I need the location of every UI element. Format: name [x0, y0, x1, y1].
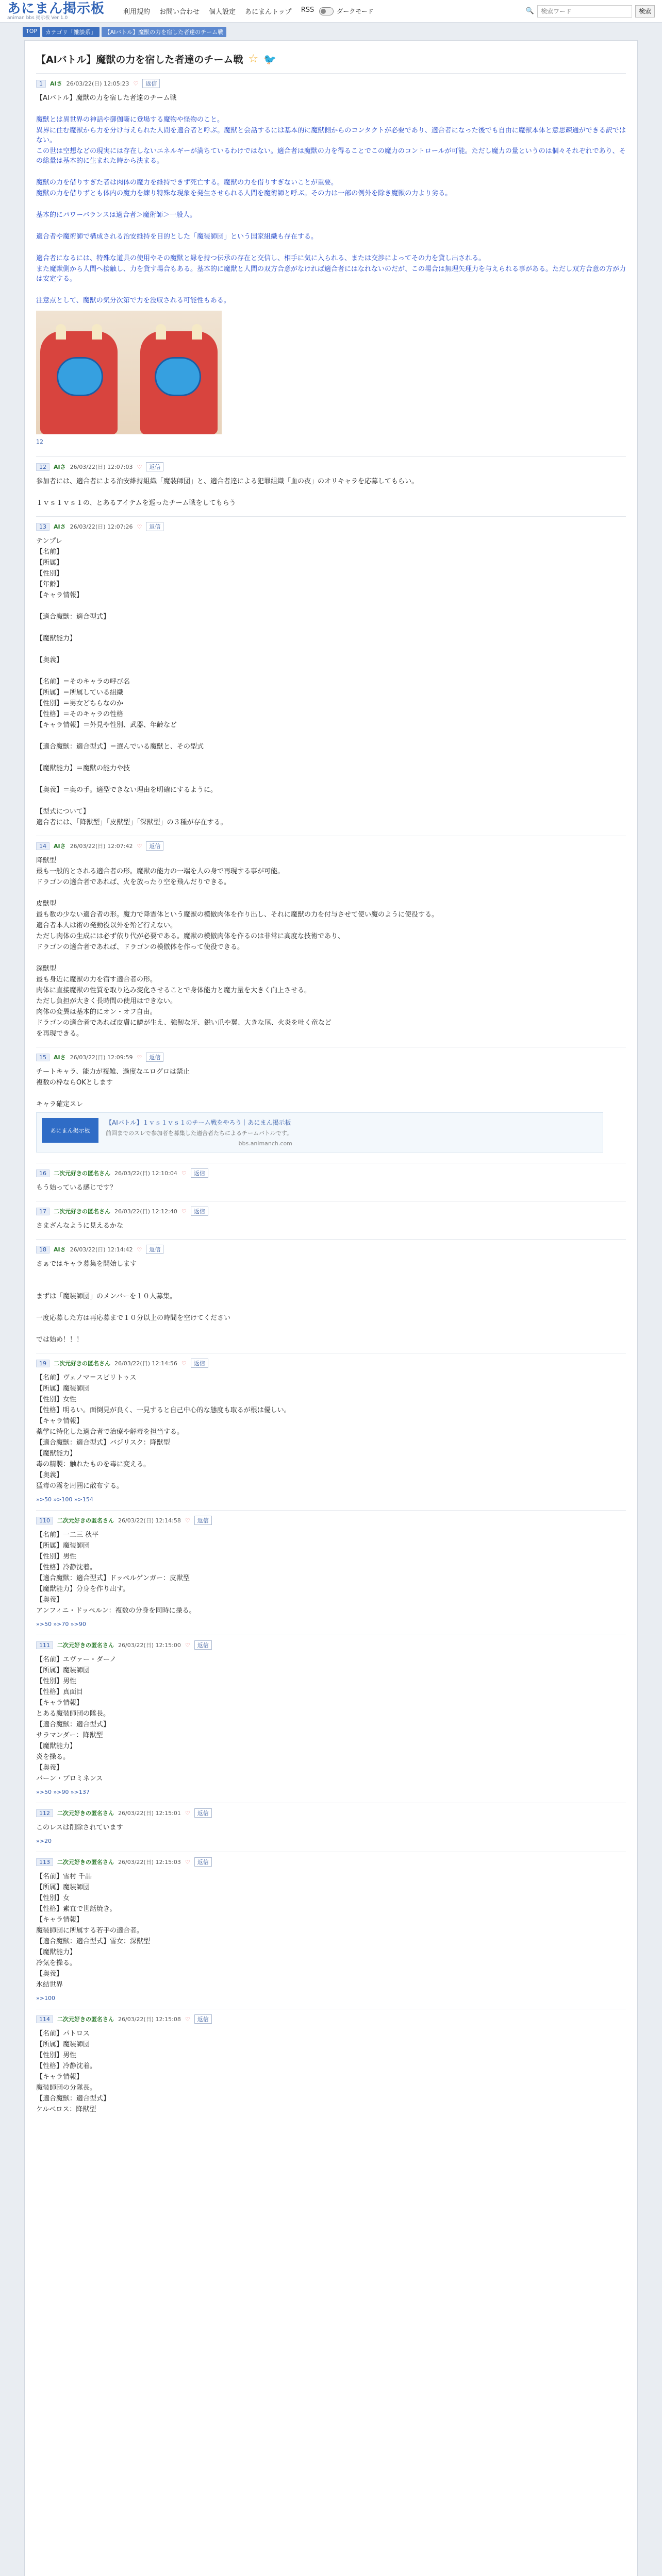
post-body	[36, 1221, 626, 1231]
post-line: 【性別】女	[36, 1894, 70, 1902]
post-line: 【性別】	[36, 570, 63, 578]
post-line: 【適合魔獣：適合型式】	[36, 2095, 110, 2103]
search-button[interactable]: 検索	[635, 5, 655, 18]
reply-links[interactable]: »>100	[36, 1995, 55, 2002]
post-date: 26/03/22(日) 12:07:26	[70, 523, 133, 530]
reply-button[interactable]: 返信	[191, 1168, 208, 1178]
post-line: 【奥義】	[36, 1970, 63, 1978]
poster-name: AIさ	[54, 843, 66, 850]
post-line: 【名前】ヴェノマ＝スピリトゥス	[36, 1374, 137, 1382]
post-line: 【所属】魔装師団	[36, 1542, 90, 1550]
breadcrumb-top[interactable]: TOP	[23, 27, 40, 37]
reply-button[interactable]: 返信	[146, 462, 163, 471]
main-nav	[123, 6, 314, 16]
post-date: 26/03/22(日) 12:15:00	[118, 1642, 181, 1649]
post-body	[36, 93, 626, 306]
thread-title	[36, 41, 626, 73]
reply-button[interactable]: 返信	[194, 2014, 212, 2024]
post-line	[36, 1302, 626, 1312]
search-area	[526, 5, 655, 18]
post-date: 26/03/22(日) 12:14:42	[70, 1246, 133, 1253]
post-number[interactable]: 110	[36, 1517, 53, 1524]
post-body	[36, 1259, 626, 1345]
nav-contact[interactable]: お問い合わせ	[159, 8, 200, 16]
post-line: 【魔獣能力】	[36, 1948, 77, 1956]
post-line: 皮獣型	[36, 900, 57, 908]
post-line: 適合者には、「降獣型」「皮獣型」「深獣型」の３種が存在する。	[36, 819, 227, 826]
post-line: 【魔獣能力】分身を作り出す。	[36, 1585, 129, 1593]
link-card-domain: bbs.animanch.com	[238, 1140, 292, 1147]
post-line: 【性格】素直で世話焼き。	[36, 1905, 117, 1913]
poster-name: AIさ	[54, 1054, 66, 1061]
post-header	[36, 1808, 626, 1818]
post-line: バーン・プロミネンス	[36, 1775, 103, 1783]
post-number[interactable]: 114	[36, 2015, 53, 2023]
post-line: 【奥義】	[36, 1596, 63, 1604]
post-line	[36, 1324, 626, 1334]
post-line	[36, 285, 626, 295]
search-icon: 🔍	[525, 7, 534, 15]
post-line: 注意点として、魔獣の気分次第で力を没収される可能性もある。	[36, 297, 230, 304]
post-number[interactable]: 18	[36, 1246, 49, 1253]
post-number[interactable]: 13	[36, 523, 49, 531]
post-line: ドラゴンの適合者であれば皮膚に鱗が生え、強靭な牙、鋭い爪や翼、大きな尾、火炎を吐く竜など	[36, 1019, 332, 1027]
heart-icon[interactable]: ♡	[185, 1809, 190, 1817]
post-line: 【魔獣能力】＝魔獣の能力や技	[36, 765, 130, 772]
post-line: 【年齢】	[36, 581, 63, 588]
post-line: 炎を操る。	[36, 1753, 70, 1761]
post-date: 26/03/22(日) 12:14:58	[118, 1517, 181, 1524]
post-line: 魔獣の力を借りすぎた者は肉体の魔力を維持できず死亡する。魔獣の力を借りすぎないことが重要。	[36, 179, 338, 187]
logo-subtext: animan bbs 掲示板 Ver 1.0	[7, 15, 68, 21]
post-line: 【適合魔獣：適合型式】雪女：深獣型	[36, 1938, 151, 1945]
post-line	[36, 666, 626, 676]
reply-button[interactable]: 返信	[194, 1640, 212, 1650]
post-line: 氷結世界	[36, 1981, 63, 1989]
post-line: 【性別】男性	[36, 1677, 77, 1685]
post	[36, 1047, 626, 1163]
favorite-star-icon[interactable]: ☆	[248, 53, 259, 65]
thread-container	[24, 40, 638, 2576]
post-line: 魔装師団の分隊長。	[36, 2084, 97, 2092]
post-line: 【魔獣能力】	[36, 1450, 77, 1458]
poster-name: AIさ	[54, 523, 66, 530]
poster-name: AIさ	[54, 464, 66, 470]
post	[36, 1163, 626, 1201]
reply-button[interactable]: 返信	[191, 1359, 208, 1368]
heart-icon[interactable]: ♡	[137, 842, 142, 850]
post-header	[36, 1207, 626, 1216]
post-line: 【適合魔獣：適合型式】＝選んでいる魔獣と、その型式	[36, 743, 204, 751]
post-line: 魔装師団に所属する若手の適合者。	[36, 1927, 144, 1935]
link-card-thumbnail: あにまん掲示板	[42, 1118, 98, 1143]
post	[36, 456, 626, 516]
reply-button[interactable]: 返信	[146, 522, 163, 531]
post-line	[36, 623, 626, 633]
post-number[interactable]: 19	[36, 1360, 49, 1367]
post-date: 26/03/22(日) 12:07:03	[70, 464, 133, 470]
post-line	[36, 753, 626, 762]
post-body	[36, 2029, 626, 2114]
post-line: 毒の精製：触れたものを毒に変える。	[36, 1461, 151, 1468]
post-line: 薬学に特化した適合者で治療や解毒を担当する。	[36, 1428, 184, 1436]
post-line: 【キャラ情報】＝外見や性別、武器、年齢など	[36, 721, 177, 729]
nav-terms[interactable]: 利用規約	[123, 8, 151, 16]
post	[36, 2009, 626, 2123]
poster-name: AIさ	[50, 80, 62, 87]
post-date: 26/03/22(日) 12:14:56	[114, 1360, 177, 1367]
post-header	[36, 1053, 626, 1062]
post-number[interactable]: 12	[36, 463, 49, 471]
post-line: 肉体の変異は基本的にオン・オフ自由。	[36, 1008, 157, 1016]
post-line: 適合者になるには、特殊な道具の使用やその魔獣と縁を持つ伝承の存在と交信し、相手に気に入られる、または交渉によってその力を貸し出される。	[36, 255, 486, 262]
post-body	[36, 1823, 626, 1833]
post-line	[36, 888, 626, 898]
toggle-icon[interactable]	[319, 7, 334, 15]
post-line: 深獣型	[36, 965, 57, 973]
post-line: 【キャラ情報】	[36, 1699, 84, 1707]
post-line: 【所属】魔装師団	[36, 1667, 90, 1674]
post-line: このレスは削除されています	[36, 1824, 123, 1832]
post-line	[36, 243, 626, 252]
post-line: 【奥義】	[36, 1471, 63, 1479]
post-number[interactable]: 14	[36, 842, 49, 850]
post-number[interactable]: 112	[36, 1809, 53, 1817]
post-line: 【所属】魔装師団	[36, 1385, 90, 1393]
post-number[interactable]: 16	[36, 1170, 49, 1177]
post-line: 【キャラ情報】	[36, 1417, 84, 1425]
post-header	[36, 1516, 626, 1525]
heart-icon[interactable]: ♡	[185, 1858, 190, 1866]
nav-settings[interactable]: 個人設定	[209, 8, 236, 16]
post-line: キャラ確定スレ	[36, 1100, 84, 1108]
poster-name: 二次元好きの匿名さん	[57, 1859, 114, 1866]
post-line: 【性別】女性	[36, 1396, 77, 1403]
post-date: 26/03/22(日) 12:12:40	[114, 1208, 177, 1215]
post-header	[36, 841, 626, 851]
reply-button[interactable]: 返信	[142, 79, 160, 88]
heart-icon[interactable]: ♡	[137, 463, 142, 470]
post-line: まずは「魔装師団」のメンバーを１０人募集。	[36, 1293, 177, 1300]
post-line: 【性格】真面目	[36, 1688, 84, 1696]
post-line: 最も身近に魔獣の力を宿す適合者の形。	[36, 976, 157, 984]
post-line: 【名前】	[36, 548, 63, 556]
post-header	[36, 522, 626, 531]
post	[36, 1510, 626, 1635]
post-line: 【奥義】	[36, 656, 63, 664]
poster-name: 二次元好きの匿名さん	[54, 1360, 110, 1367]
post-body	[36, 1872, 626, 1990]
post-date: 26/03/22(日) 12:15:01	[118, 1810, 181, 1817]
post-line: 【名前】＝そのキャラの呼び名	[36, 678, 130, 686]
post-header	[36, 2014, 626, 2024]
heart-icon[interactable]: ♡	[185, 1517, 190, 1524]
post-line: 【魔獣能力】	[36, 1742, 77, 1750]
poster-name: 二次元好きの匿名さん	[57, 1642, 114, 1649]
post-line	[36, 953, 626, 963]
post-number[interactable]: 15	[36, 1054, 49, 1061]
brain-icon	[155, 357, 201, 396]
post-line: 【AIバトル】魔獣の力を宿した者達のチーム戦	[36, 94, 177, 102]
reply-anchor[interactable]: 12	[36, 438, 43, 445]
nav-rss[interactable]: RSS	[301, 6, 315, 14]
post-line: 【型式について】	[36, 808, 90, 816]
search-input[interactable]	[537, 5, 632, 18]
post	[36, 1201, 626, 1239]
post-line: 適合者本人は術の発動役以外を殆ど行えない。	[36, 922, 177, 929]
post-line	[36, 1089, 626, 1098]
post-date: 26/03/22(日) 12:09:59	[70, 1054, 133, 1061]
post-line: 降獣型	[36, 857, 57, 865]
post-line: 冷気を操る。	[36, 1959, 77, 1967]
post	[36, 516, 626, 836]
link-card-title[interactable]: 【AIバトル】１ｖｓ１ｖｓ１のチーム戦をやろう｜あにまん掲示板	[106, 1119, 291, 1126]
post-list	[36, 73, 626, 2123]
post-body	[36, 536, 626, 827]
post-line: チートキャラ、能力が複雑、過度なエログロは禁止	[36, 1068, 190, 1076]
post-line: 【適合魔獣：適合型式】ドッペルゲンガー：皮獣型	[36, 1574, 190, 1582]
post-line: 【性格】明るい。面倒見が良く、一見すると自己中心的な態度も取るが根は優しい。	[36, 1406, 291, 1414]
post-line: 【性別】男性	[36, 1553, 77, 1561]
post	[36, 73, 626, 456]
post	[36, 836, 626, 1047]
reply-button[interactable]: 返信	[194, 1516, 212, 1525]
post-line: 【適合魔獣：適合型式】バジリスク：降獣型	[36, 1439, 170, 1447]
post	[36, 1353, 626, 1510]
poster-name: 二次元好きの匿名さん	[54, 1208, 110, 1215]
post-date: 26/03/22(日) 12:07:42	[70, 843, 133, 850]
post-line: ケルベロス：降獣型	[36, 2106, 96, 2113]
post-line: 【適合魔獣：適合型式】	[36, 613, 110, 621]
post-line: 一度応募した方は再応募まで１０分以上の時間を空けてください	[36, 1314, 231, 1322]
reply-links[interactable]: »>50 »>100 »>154	[36, 1496, 93, 1503]
top-bar	[0, 0, 662, 23]
post-body	[36, 1373, 626, 1491]
post-line: 基本的にパワーバランスは適合者＞魔術師＞一般人。	[36, 211, 196, 219]
post-date: 26/03/22(日) 12:05:23	[66, 80, 129, 87]
post-line	[36, 601, 626, 611]
post-body	[36, 1067, 626, 1109]
post-header	[36, 1640, 626, 1650]
post-line: ただし負担が大きく長時間の使用はできない。	[36, 997, 177, 1005]
brain-icon	[57, 357, 103, 396]
heart-icon[interactable]: ♡	[185, 1641, 190, 1649]
post-date: 26/03/22(日) 12:15:08	[118, 2016, 181, 2023]
post-body	[36, 477, 626, 508]
heart-icon[interactable]: ♡	[133, 80, 139, 87]
post-line: 【魔獣能力】	[36, 635, 77, 642]
post-body	[36, 1655, 626, 1784]
post-line: 複数の枠ならOKとします	[36, 1079, 113, 1087]
post-body	[36, 856, 626, 1039]
post-line: 魔獣とは異世界の神話や御伽噺に登場する魔物や怪物のこと。	[36, 116, 224, 124]
post-date: 26/03/22(日) 12:10:04	[114, 1170, 177, 1177]
post-line: 【所属】	[36, 559, 63, 567]
breadcrumb	[0, 23, 662, 40]
post-line: 【所属】魔装師団	[36, 2041, 90, 2048]
post-line: また魔獣側から人間へ接触し、力を貸す場合もある。基本的に魔獣と人間の双方合意がなければ適合者にはなれないのだが、この場合は無理矢理力を与えられる事がある。ただし双方合意の方が力は安定する。	[36, 265, 626, 283]
reply-button[interactable]: 返信	[146, 841, 163, 851]
reply-button[interactable]: 返信	[191, 1207, 208, 1216]
post-header	[36, 462, 626, 471]
heart-icon[interactable]: ♡	[185, 2015, 190, 2023]
post-line: 【性格】冷静沈着。	[36, 2062, 97, 2070]
post-line: 肉体に直接魔獣の性質を取り込み変化させることで身体能力と魔力量を大きく向上させる。	[36, 987, 311, 994]
post-line: 【性格】＝そのキャラの性格	[36, 710, 124, 718]
post-line	[36, 645, 626, 654]
post-line	[36, 199, 626, 209]
post-line	[36, 1270, 626, 1280]
reply-button[interactable]: 返信	[194, 1808, 212, 1818]
post-line: 最も一般的とされる適合者の形。魔獣の能力の一端を人の身で再現する事が可能。	[36, 868, 285, 875]
post-header	[36, 1359, 626, 1368]
post-header	[36, 1168, 626, 1178]
post-number[interactable]: 17	[36, 1208, 49, 1215]
post-line: 異界に住む魔獣から力を分け与えられた人間を適合者と呼ぶ。魔獣と会話するには基本的に魔獣側からのコンタクトが必要であり、適合者になった後でも自由に魔獣本体と意思疎通ができる訳ではない。	[36, 127, 626, 144]
post-line: 【奥義】	[36, 1764, 63, 1772]
post-number[interactable]: 1	[36, 80, 46, 88]
reply-links[interactable]: »>50 »>90 »>137	[36, 1789, 90, 1795]
post-line: 参加者には、適合者による治安維持組織「魔装師団」と、適合者達による犯罪組織「血の夜」のオリキャラを応募してもらい。	[36, 478, 419, 485]
post-line: ドラゴンの適合者であれば、ドラゴンの模倣体を作って使役できる。	[36, 943, 244, 951]
post-line: 【名前】エヴァー・ダーノ	[36, 1656, 117, 1664]
post-line: とある魔装師団の隊長。	[36, 1710, 110, 1718]
post-line: 【性別】男性	[36, 2052, 77, 2059]
post	[36, 1852, 626, 2009]
post-line: 【性格】冷静沈着。	[36, 1564, 97, 1571]
poster-name: 二次元好きの匿名さん	[57, 1517, 114, 1524]
post-line	[36, 104, 626, 114]
post-body	[36, 1530, 626, 1616]
post-number[interactable]: 111	[36, 1641, 53, 1649]
post-line	[36, 1281, 626, 1291]
thread-title-text: 【AIバトル】魔獣の力を宿した者達のチーム戦	[36, 54, 243, 65]
heart-icon[interactable]: ♡	[137, 1246, 142, 1253]
post-header	[36, 1245, 626, 1254]
post-line: サラマンダー：降獣型	[36, 1732, 103, 1739]
heart-icon[interactable]: ♡	[181, 1360, 187, 1367]
post-line: 【性別】＝男女どちらなのか	[36, 700, 124, 707]
post-line: 【名前】パトロス	[36, 2030, 90, 2038]
post-line: 【キャラ情報】	[36, 1916, 84, 1924]
twitter-bird-icon[interactable]: 🐦	[263, 53, 277, 65]
post-line: １ｖｓ１ｖｓ１の、とあるアイテムを巡ったチーム戦をしてもらう	[36, 499, 236, 507]
post-line: 【所属】＝所属している組織	[36, 689, 124, 697]
poster-name: AIさ	[54, 1246, 66, 1253]
poster-name: 二次元好きの匿名さん	[57, 1810, 114, 1817]
post-line: テンプレ	[36, 537, 62, 545]
post-line: 適合者や魔術師で構成される治安維持を目的とした「魔装師団」という国家組織も存在する。	[36, 233, 318, 241]
post-line: さぁではキャラ募集を開始します	[36, 1260, 137, 1268]
post-line: もう始っている感じです？	[36, 1184, 117, 1192]
post-line: 【キャラ情報】	[36, 2073, 84, 2081]
post-body	[36, 1183, 626, 1193]
reply-button[interactable]: 返信	[146, 1245, 163, 1254]
post-line: ドラゴンの適合者であれば、火を放ったり空を飛んだりできる。	[36, 878, 231, 886]
post-line	[36, 796, 626, 806]
post	[36, 1239, 626, 1353]
post	[36, 1803, 626, 1852]
dark-mode-label: ダークモード	[337, 8, 374, 15]
post	[36, 1635, 626, 1803]
post-line: 【キャラ情報】	[36, 591, 84, 599]
link-card[interactable]	[36, 1112, 603, 1153]
post-line	[36, 774, 626, 784]
logo-text: あにまん掲示板	[7, 1, 105, 16]
post-line: さまざんなように見えるかな	[36, 1222, 124, 1230]
post-line: アンフィニ・ドッペルン：複数の分身を同時に操る。	[36, 1607, 196, 1615]
poster-name: 二次元好きの匿名さん	[57, 2016, 114, 2023]
post-line: を再現できる。	[36, 1030, 84, 1038]
post-line: ただし肉体の生成には必ず依り代が必要である。魔獣の模倣肉体を作るのは非常に高度な技術であり、	[36, 933, 345, 940]
reply-button[interactable]: 返信	[146, 1053, 163, 1062]
post-line: この世は空想などの現実には存在しないエネルギーが満ちているわけではない。適合者は魔獣の力を得ることでこの魔力のコントロールが可能。ただし魔力の量というのは個々それぞれであり、その総量は基本的に生まれた時から決まる。	[36, 147, 626, 165]
post-line	[36, 731, 626, 741]
poster-name: 二次元好きの匿名さん	[54, 1170, 110, 1177]
link-card-desc: 前回までのスレで参加者を募集した適合者たちによるチームバトルです。	[106, 1130, 292, 1137]
heart-icon[interactable]: ♡	[181, 1208, 187, 1215]
link-card-text	[106, 1118, 292, 1147]
post-number[interactable]: 113	[36, 1858, 53, 1866]
post-line: 【所属】魔装師団	[36, 1884, 90, 1891]
reply-links[interactable]: »>20	[36, 1838, 52, 1844]
heart-icon[interactable]: ♡	[137, 1054, 142, 1061]
post-line: 最も数の少ない適合者の形。魔力で降霊体という魔獣の模倣肉体を作り出し、それに魔獣の力を付与させて使い魔のように使役する。	[36, 911, 439, 919]
nav-animan-top[interactable]: あにまんトップ	[245, 8, 292, 16]
post-line: 【奥義】＝奥の手。適型できない理由を明確にするように。	[36, 786, 218, 794]
post-header	[36, 79, 626, 88]
reply-button[interactable]: 返信	[194, 1857, 212, 1867]
post-header	[36, 1857, 626, 1867]
post-line	[36, 167, 626, 177]
reply-links[interactable]: »>50 »>70 »>90	[36, 1621, 86, 1628]
post-line: 【適合魔獣：適合型式】	[36, 1721, 110, 1728]
post-line: 魔獣の力を借りずとも体内の魔力を練り特殊な現象を発生させられる人間を魔術師と呼ぶ。その力は一部の例外を除き魔獣の力より劣る。	[36, 190, 452, 197]
post-line	[36, 487, 626, 497]
post-line: 【名前】一二三 秋平	[36, 1531, 99, 1539]
dark-mode-switch[interactable]	[319, 7, 374, 15]
post-line: 猛毒の霧を周囲に散布する。	[36, 1482, 124, 1490]
post-line: 【名前】雪村 千晶	[36, 1873, 92, 1880]
post-line	[36, 221, 626, 231]
breadcrumb-thread[interactable]: 【AIバトル】魔獣の力を宿した者達のチーム戦	[102, 27, 227, 37]
breadcrumb-category[interactable]: カテゴリ「雑談系」	[42, 27, 100, 37]
heart-icon[interactable]: ♡	[137, 523, 142, 530]
post-line: では始め！！！	[36, 1336, 84, 1344]
post-image[interactable]	[36, 311, 222, 434]
site-logo[interactable]	[7, 2, 105, 21]
post-date: 26/03/22(日) 12:15:03	[118, 1859, 181, 1866]
heart-icon[interactable]: ♡	[181, 1170, 187, 1177]
